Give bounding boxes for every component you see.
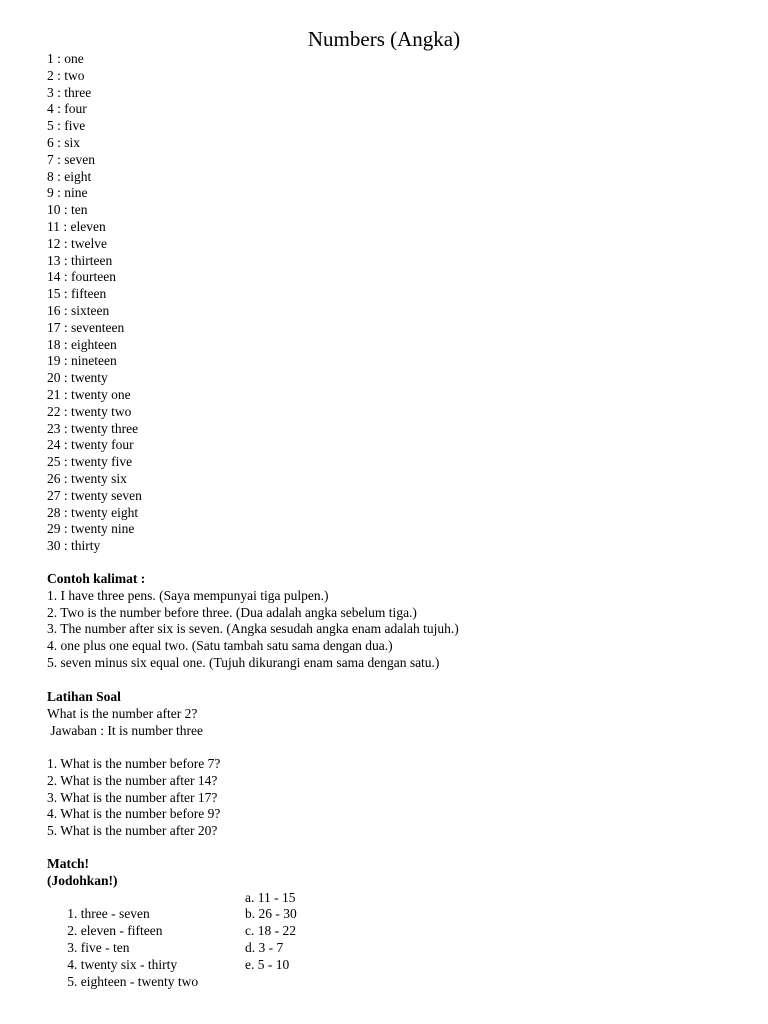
list-item: 29 : twenty nine (47, 521, 135, 537)
list-item: 1 : one (47, 51, 84, 66)
list-item: 21 : twenty one (47, 386, 131, 402)
list-item: 30 : thirty (47, 538, 101, 554)
list-item: 4 : four (47, 101, 87, 117)
list-item: 20 : twenty (47, 370, 108, 386)
list-item: 10 : ten (47, 202, 88, 218)
match-subheading: (Jodohkan!) (47, 872, 118, 888)
question-item: 4. What is the number before 9? (47, 806, 221, 822)
exercise-questions (47, 756, 220, 840)
list-item: 12 : twelve (47, 235, 107, 251)
numbers-list (47, 51, 142, 555)
list-item: 3 : three (47, 84, 92, 100)
example-sentence: 5. seven minus six equal one. (Tujuh dikurangi enam sama dengan satu.) (47, 654, 440, 670)
match-section (47, 856, 447, 989)
page-title: Numbers (Angka) (307, 27, 461, 51)
match-right-item: c. 18 - 22 (245, 923, 296, 939)
match-left-item: 5. eighteen - twenty two (67, 973, 199, 989)
example-sentence: 3. The number after six is seven. (Angka sesudah angka enam adalah tujuh.) (47, 621, 459, 637)
match-heading: Match! (47, 856, 89, 871)
match-left-item: 4. twenty six - thirty (67, 956, 178, 972)
example-sentence: 4. one plus one equal two. (Satu tambah satu sama dengan dua.) (47, 638, 393, 654)
match-left-item: 2. eleven - fifteen (67, 923, 163, 939)
exercise-section (47, 689, 203, 739)
list-item: 18 : eighteen (47, 336, 117, 352)
list-item: 24 : twenty four (47, 437, 134, 453)
list-item: 14 : fourteen (47, 269, 116, 285)
match-right-item: e. 5 - 10 (245, 956, 290, 972)
examples-section (47, 571, 459, 672)
sample-question: What is the number after 2? (47, 705, 198, 721)
match-row (47, 956, 447, 989)
list-item: 13 : thirteen (47, 252, 113, 268)
list-item: 22 : twenty two (47, 403, 132, 419)
list-item: 28 : twenty eight (47, 504, 139, 520)
list-item: 15 : fifteen (47, 286, 107, 302)
exercise-heading: Latihan Soal (47, 689, 121, 704)
list-item: 27 : twenty seven (47, 487, 142, 503)
question-item: 5. What is the number after 20? (47, 823, 218, 839)
question-item: 1. What is the number before 7? (47, 756, 221, 771)
match-left-item: 3. five - ten (67, 939, 130, 955)
sample-answer: Jawaban : It is number three (47, 722, 203, 738)
match-left-item: 1. three - seven (67, 906, 150, 922)
list-item: 16 : sixteen (47, 302, 110, 318)
list-item: 5 : five (47, 118, 86, 134)
list-item: 8 : eight (47, 168, 92, 184)
example-sentence: 2. Two is the number before three. (Dua adalah angka sebelum tiga.) (47, 604, 417, 620)
list-item: 25 : twenty five (47, 454, 133, 470)
list-item: 23 : twenty three (47, 420, 139, 436)
question-item: 2. What is the number after 14? (47, 772, 218, 788)
match-right-item: b. 26 - 30 (245, 906, 297, 922)
list-item: 17 : seventeen (47, 319, 125, 335)
list-item: 26 : twenty six (47, 470, 127, 486)
examples-heading: Contoh kalimat : (47, 571, 146, 586)
example-sentence: 1. I have three pens. (Saya mempunyai tiga pulpen.) (47, 587, 329, 603)
list-item: 2 : two (47, 67, 85, 83)
list-item: 19 : nineteen (47, 353, 117, 369)
match-right-item: d. 3 - 7 (245, 939, 284, 955)
list-item: 7 : seven (47, 151, 95, 167)
match-right-item: a. 11 - 15 (245, 889, 296, 905)
list-item: 11 : eleven (47, 218, 106, 234)
list-item: 9 : nine (47, 185, 88, 201)
list-item: 6 : six (47, 134, 81, 150)
question-item: 3. What is the number after 17? (47, 789, 218, 805)
